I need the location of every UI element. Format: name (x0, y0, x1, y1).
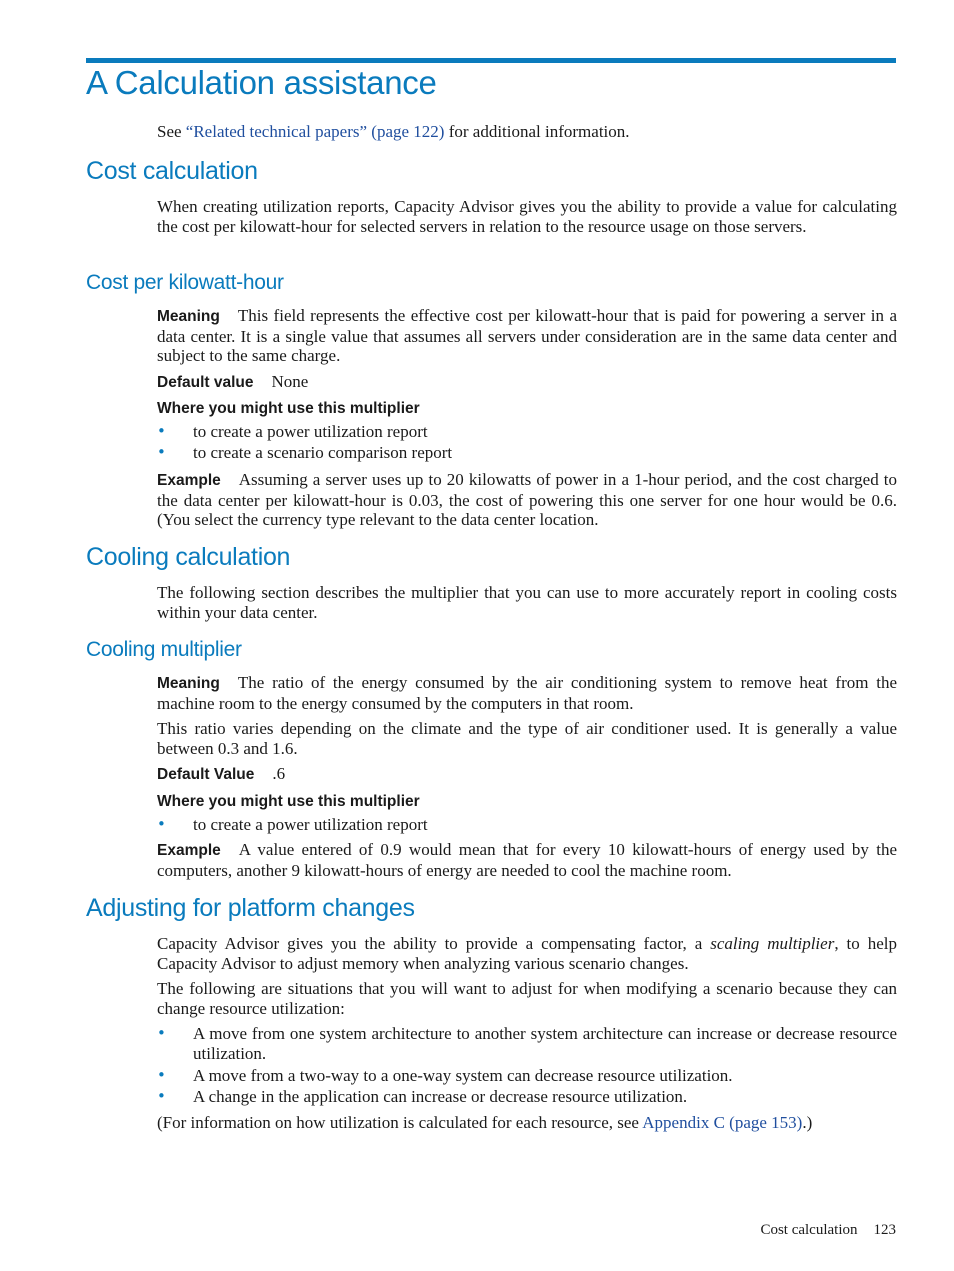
page-footer (760, 1222, 896, 1239)
cooling-where (157, 791, 897, 812)
list-item: • to create a power utilization report (157, 815, 428, 834)
platform-p3: (For information on how utilization is calculated for each resource, see Appendix C (page 153).) (157, 1113, 813, 1132)
cost-calculation-heading: Cost calculation (86, 157, 258, 185)
intro-see: See (157, 122, 186, 141)
meaning-text: The ratio of the energy consumed by the air conditioning system to remove heat from the machine room to the energy consumed by the computers in that room. (157, 673, 897, 713)
example-text: Assuming a server uses up to 20 kilowatts of power in a 1-hour period, and the cost charged to the data center per kilowatt-hour is 0.03, the cost of powering this one server for one hour would be 0.6. (You select the currency type relevant to the data center location. (157, 470, 897, 529)
cooling-default (157, 764, 897, 785)
list-item: • to create a scenario comparison report (157, 443, 453, 462)
cooling-calculation-heading: Cooling calculation (86, 543, 291, 571)
cooling-ratio: This ratio varies depending on the climate and the type of air conditioner used. It is generally a value between 0.3 and 1.6. (157, 719, 897, 758)
where-label: Where you might use this multiplier (157, 793, 420, 810)
example-label: Example (157, 472, 221, 489)
cost-calculation-body: When creating utilization reports, Capacity Advisor gives you the ability to provide a value for calculating the cost per kilowatt-hour for selected servers in relation to the resource usage on those servers. (157, 197, 897, 236)
intro-after: for additional information. (444, 122, 630, 141)
bullet-icon: • (157, 1024, 166, 1042)
default-text: None (271, 372, 309, 391)
cooling-calculation-body: The following section describes the multiplier that you can use to more accurately report in cooling costs within your data center. (157, 583, 897, 622)
cost-kwh-where (157, 398, 897, 419)
default-label: Default Value (157, 766, 255, 783)
cooling-meaning (157, 673, 897, 713)
bullet-icon: • (157, 443, 166, 461)
cost-kwh-example (157, 470, 897, 530)
where-label: Where you might use this multiplier (157, 400, 420, 417)
bullet-icon: • (157, 422, 166, 440)
appendix-c-link[interactable]: Appendix C (page 153) (642, 1113, 803, 1132)
cooling-example (157, 840, 897, 880)
example-label: Example (157, 842, 221, 859)
page-number: 123 (873, 1222, 896, 1238)
cooling-multiplier-heading: Cooling multiplier (86, 638, 242, 661)
list-item: • A move from a two-way to a one-way system can decrease resource utilization. (157, 1066, 733, 1085)
platform-p2: The following are situations that you will want to adjust for when modifying a scenario because they can change resource utilization: (157, 979, 897, 1018)
footer-section: Cost calculation (760, 1222, 858, 1238)
default-label: Default value (157, 374, 254, 391)
appendix-title: A Calculation assistance (86, 64, 437, 101)
bullet-icon: • (157, 815, 166, 833)
example-text: A value entered of 0.9 would mean that for every 10 kilowatt-hours of energy used by the computers, another 9 kilowatt-hours of energy are needed to cool the machine room. (157, 840, 897, 880)
cost-kwh-heading: Cost per kilowatt-hour (86, 271, 284, 294)
top-rule (86, 58, 896, 63)
cost-kwh-meaning (157, 306, 897, 366)
default-text: .6 (272, 764, 286, 783)
meaning-label: Meaning (157, 308, 220, 325)
platform-changes-heading: Adjusting for platform changes (86, 894, 415, 922)
meaning-text: This field represents the effective cost per kilowatt-hour that is paid for powering a server in a data center. It is a single value that assumes all servers under consideration are in the same data center and subject to the same charge. (157, 306, 897, 365)
list-item: • to create a power utilization report (157, 422, 428, 441)
bullet-icon: • (157, 1087, 166, 1105)
scaling-multiplier-term: scaling multiplier (710, 934, 835, 953)
cost-kwh-default (157, 372, 897, 393)
platform-p1: Capacity Advisor gives you the ability to provide a compensating factor, a scaling multiplier, to help Capacity Advisor to adjust memory when analyzing various scenario changes. (157, 934, 897, 973)
list-item: • A move from one system architecture to another system architecture can increase or decrease resource utilization. (157, 1024, 897, 1063)
intro-paragraph (157, 122, 897, 142)
bullet-icon: • (157, 1066, 166, 1084)
list-item: • A change in the application can increase or decrease resource utilization. (157, 1087, 688, 1106)
meaning-label: Meaning (157, 675, 220, 692)
related-papers-link[interactable]: “Related technical papers” (page 122) (185, 122, 445, 141)
